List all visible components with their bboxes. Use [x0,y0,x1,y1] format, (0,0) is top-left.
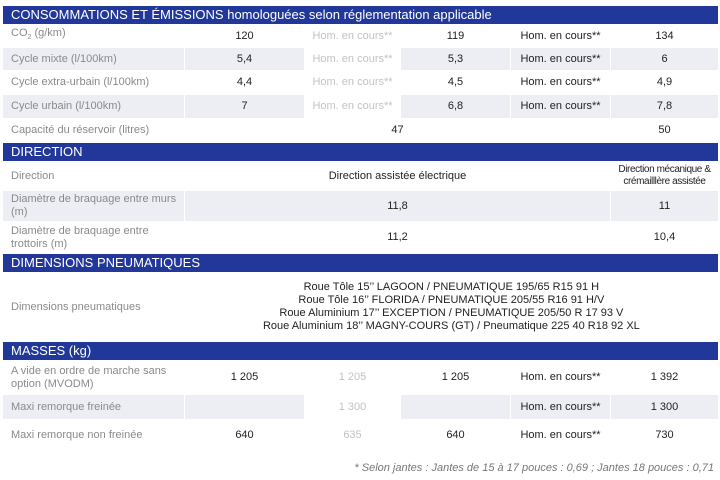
value-cell: 640 [401,420,510,451]
value-cell: 119 [401,25,510,47]
spec-table [3,6,718,452]
value-cell: 1 205 [185,361,304,394]
value-cell: 1 205 [401,361,510,394]
table-row [3,361,718,394]
table-row [3,191,718,221]
row-label: Diamètre de braquage entre trottoirs (m) [3,222,184,253]
value-cell: 635 [305,420,400,451]
table-row [3,162,718,190]
value-cell: Hom. en cours** [511,95,610,118]
value-cell: 120 [185,25,304,47]
value-cell: Hom. en cours** [511,48,610,70]
table-row [3,222,718,253]
value-cell: Hom. en cours** [511,71,610,94]
value-cell: 5,4 [185,48,304,70]
value-cell: 11,2 [185,222,610,253]
value-cell: 6,8 [401,95,510,118]
value-cell: 1 300 [305,395,400,419]
label-text: CO [11,27,28,40]
value-cell: Direction mécanique & crémailllère assistée [611,162,718,190]
footnote: * Selon jantes : Jantes de 15 à 17 pouces : 0,69 ; Jantes 18 pouces : 0,71 [354,462,714,474]
section-header: DIRECTION [3,143,718,161]
row-label: Dimensions pneumatiques [3,273,184,341]
table-row [3,95,718,118]
value-cell: Hom. en cours** [305,48,400,70]
row-label: Maxi remorque freinée [3,395,184,419]
tyre-line: Roue Aluminium 18’’ MAGNY-COURS (GT) / Pneumatique 225 40 R18 92 XL [262,320,640,332]
table-row [3,48,718,70]
row-label: A vide en ordre de marche sans option (MVODM) [3,361,184,394]
value-cell: 47 [185,119,610,142]
value-cell [401,395,510,419]
section-header: CONSOMMATIONS ET ÉMISSIONS homologuées selon réglementation applicable [3,6,718,24]
value-cell: 730 [611,420,718,451]
tyre-line: Roue Tôle 16’’ FLORIDA / PNEUMATIQUE 205/55 R16 91 H/V [298,294,605,306]
section-header: DIMENSIONS PNEUMATIQUES [3,254,718,272]
table-row [3,395,718,419]
value-cell: Hom. en cours** [511,420,610,451]
value-cell: Hom. en cours** [511,361,610,394]
value-cell: Hom. en cours** [305,25,400,47]
value-cell: 4,9 [611,71,718,94]
value-cell: 10,4 [611,222,718,253]
value-cell: 6 [611,48,718,70]
value-cell: 1 205 [305,361,400,394]
row-label: Capacité du réservoir (litres) [3,119,184,142]
value-cell: Hom. en cours** [511,25,610,47]
value-cell: Hom. en cours** [305,71,400,94]
row-label: Diamètre de braquage entre murs (m) [3,191,184,221]
value-cell: 7,8 [611,95,718,118]
value-cell: Hom. en cours** [511,395,610,419]
value-cell: 1 392 [611,361,718,394]
value-cell: 5,3 [401,48,510,70]
row-label: Maxi remorque non freinée [3,420,184,451]
table-row [3,71,718,94]
row-label: Cycle extra-urbain (l/100km) [3,71,184,94]
value-cell: 4,5 [401,71,510,94]
value-cell: 134 [611,25,718,47]
row-label: Cycle mixte (l/100km) [3,48,184,70]
row-label: Direction [3,162,184,190]
value-cell: 4,4 [185,71,304,94]
value-cell: Direction assistée électrique [185,162,610,190]
table-row [3,420,718,451]
label-subscript: 2 [27,34,32,42]
value-cell: 11 [611,191,718,221]
tyre-dimensions-cell [185,273,718,341]
table-row [3,273,718,341]
value-cell: 50 [611,119,718,142]
label-text: (g/km) [31,27,66,40]
value-cell: 1 300 [611,395,718,419]
value-cell: Hom. en cours** [305,95,400,118]
tyre-line: Roue Aluminium 17’’ EXCEPTION / PNEUMATIQUE 205/50 R 17 93 V [279,307,624,319]
section-header: MASSES (kg) [3,342,718,360]
table-row [3,119,718,142]
value-cell: 7 [185,95,304,118]
row-label: Cycle urbain (l/100km) [3,95,184,118]
table-row [3,25,718,47]
row-label [3,25,184,47]
value-cell: 11,8 [185,191,610,221]
value-cell [185,395,304,419]
value-cell: 640 [185,420,304,451]
tyre-line: Roue Tôle 15’’ LAGOON / PNEUMATIQUE 195/65 R15 91 H [303,281,600,293]
